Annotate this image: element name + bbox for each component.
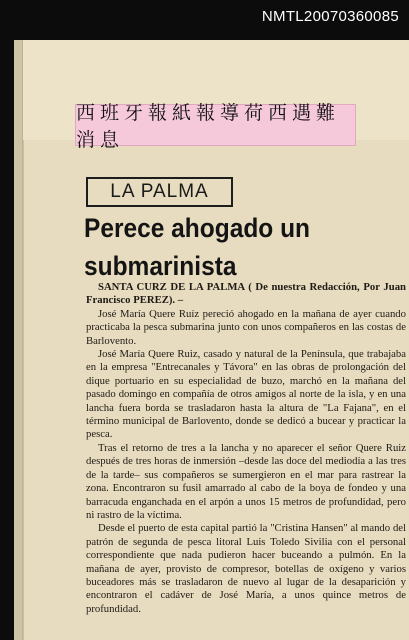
chinese-caption-label: 西班牙報紙報導荷西遇難消息 [75, 104, 356, 146]
article-dateline: SANTA CURZ DE LA PALMA ( De nuestra Redacción, Por Juan Francisco PEREZ). – [86, 281, 406, 307]
article-headline [84, 210, 404, 286]
paper-edge [14, 40, 23, 640]
article-paragraph: José María Quere Ruiz, casado y natural de la Península, que trabajaba en la empresa "Entrecanales y Távora" en las obras de prolongación del dique portuario en su especialidad de buzo, marchó en la mañana del pasado domingo en compañía de otros amigos al norte de la isla, y en una lancha fuera borda se trasladaron hasta la altura de "La Fajana", en el término municipal de Barlovento, donde se dedicó a bucear y practicar la pesca. [86, 348, 406, 441]
catalog-id: NMTL20070360085 [261, 8, 399, 25]
headline-line-1: Perece ahogado un [84, 214, 311, 244]
article-body [86, 281, 406, 616]
article-paragraph: Tras el retorno de tres a la lancha y no aparecer el señor Quere Ruiz después de tres horas de inmersión –desde las doce del mediodía a las tres de la tarde– sus compañeros se sumergieron en el mar para rastrear la zona. Encontraron su fusil amarrado al cabo de la boya de fondeo y una barracuda enganchada en el arpón a unos 15 metros de profundidad, pero ni rastro de la víctima. [86, 441, 406, 521]
article-paragraph: José María Quere Ruíz pereció ahogado en la mañana de ayer cuando practicaba la pesca submarina junto con unos compañeros en las costas de Barlovento. [86, 307, 406, 347]
article-paragraph: Desde el puerto de esta capital partió la "Cristina Hansen" al mando del patrón de segunda de pesca litoral Luis Toledo Sivilia con el personal correspondiente que nada pudieron hacer buceando a pulmón. En la mañana de ayer, provisto de compresor, botellas de oxígeno y varios buceadores más se trasladaron de nuevo al lugar de la desaparición y encontraron el cadáver de José María, a unos quince metros de profundidad. [86, 522, 406, 615]
section-heading: LA PALMA [86, 177, 233, 207]
headline-line-2: submarinista [84, 252, 237, 282]
